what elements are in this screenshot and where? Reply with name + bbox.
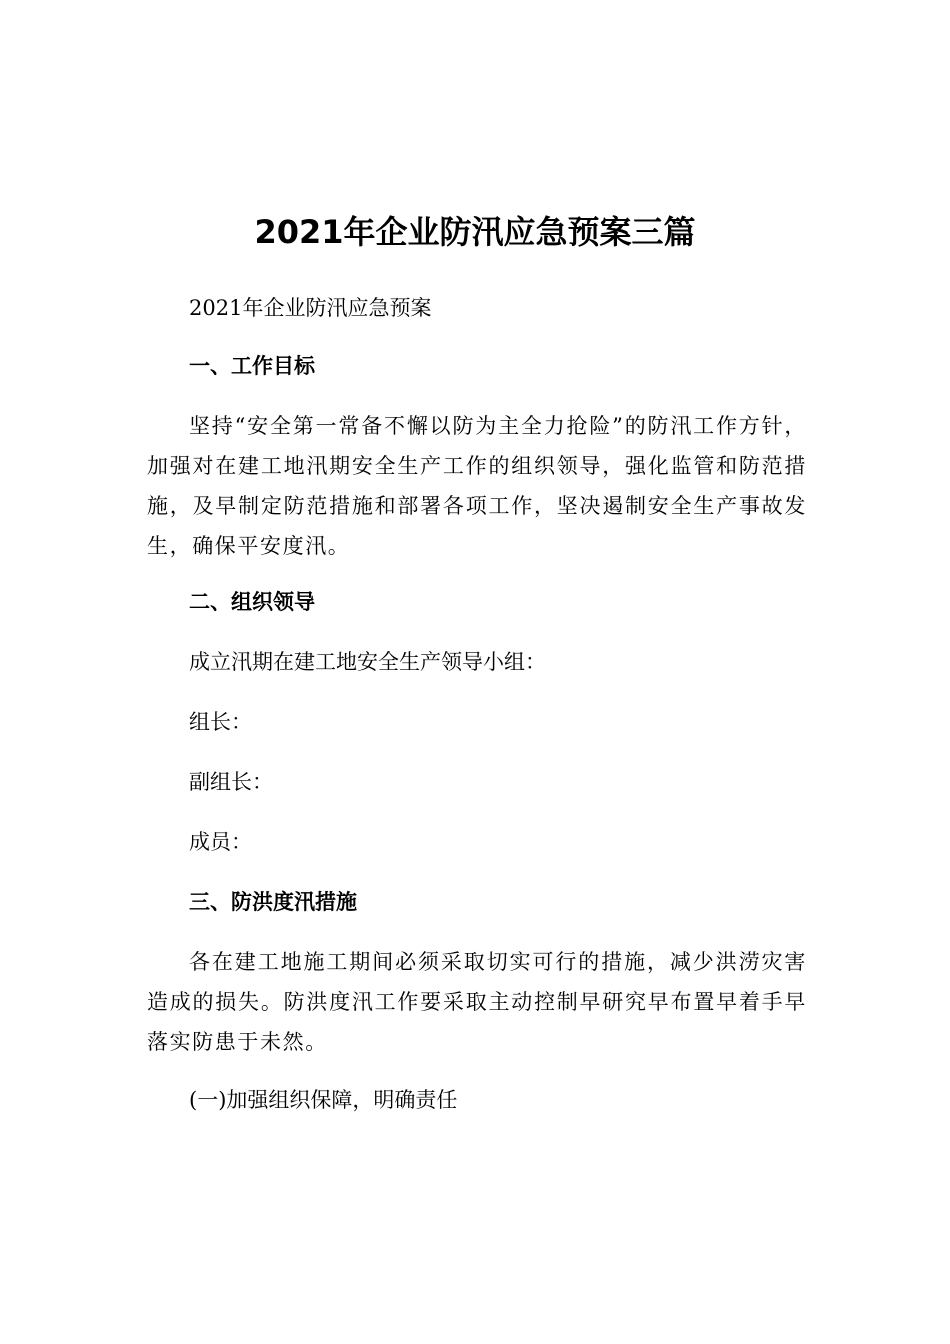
document-subtitle: 2021年企业防汛应急预案	[189, 296, 432, 320]
section3-heading: 三、防洪度汛措施	[189, 890, 357, 914]
section1-paragraph: 坚持“安全第一常备不懈以防为主全力抢险”的防汛工作方针，加强对在建工地汛期安全生产工作的组织领导，强化监管和防范措施，及早制定防范措施和部署各项工作，坚决遏制安全生产事故发生，确保平安度汛。	[147, 414, 807, 558]
group-leader-label: 组长：	[189, 710, 252, 734]
deputy-leader-label: 副组长：	[189, 770, 273, 794]
section2-intro: 成立汛期在建工地安全生产领导小组：	[189, 650, 546, 674]
members-label: 成员：	[189, 830, 252, 854]
document-title: 2021年企业防汛应急预案三篇	[254, 213, 696, 251]
section2-heading: 二、组织领导	[189, 590, 315, 614]
section3-paragraph: 各在建工地施工期间必须采取切实可行的措施，减少洪涝灾害造成的损失。防洪度汛工作要采取主动控制早研究早布置早着手早落实防患于未然。	[147, 950, 807, 1054]
section1-heading: 一、工作目标	[189, 354, 315, 378]
section3-subheading: (一)加强组织保障，明确责任	[189, 1088, 458, 1112]
